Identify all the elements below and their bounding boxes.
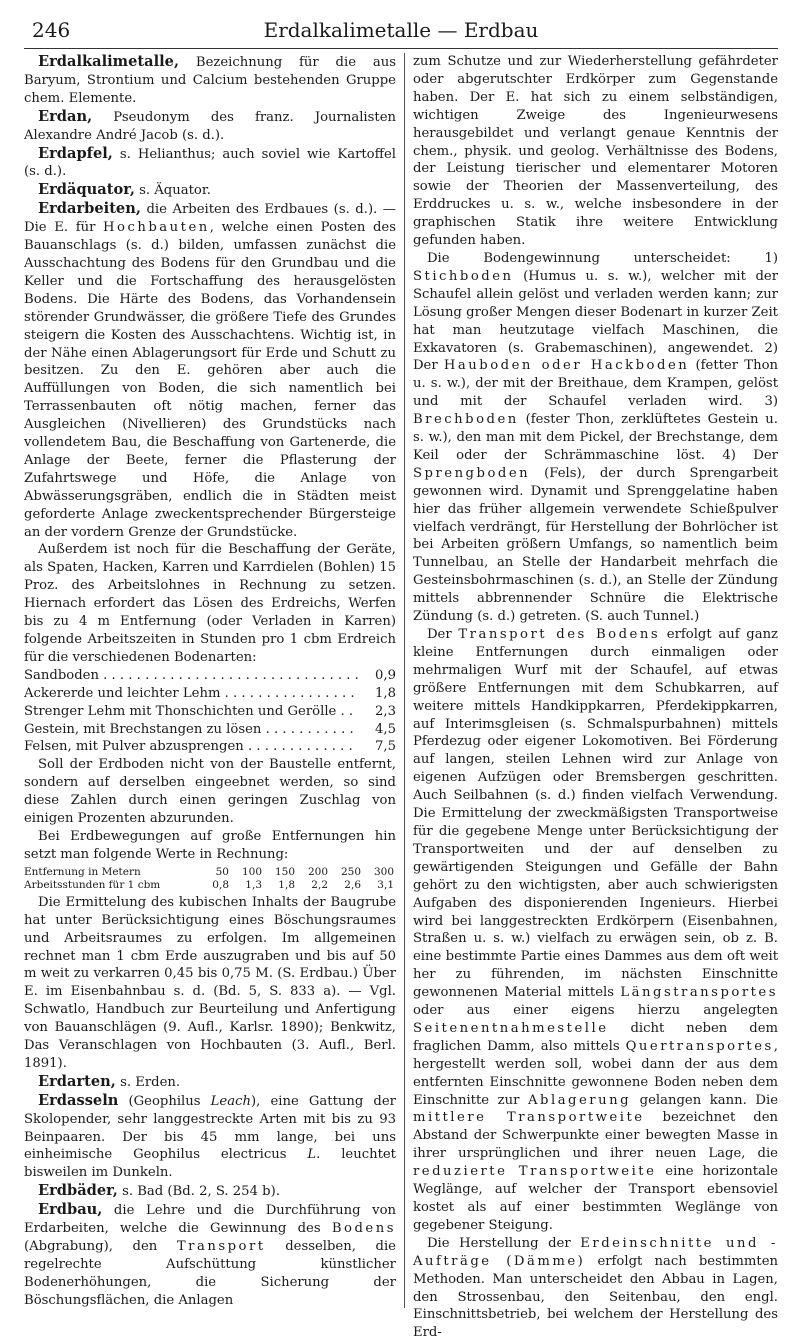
headword: Erdarten,	[38, 1072, 116, 1090]
spaced-term: Transport des Bodens	[458, 627, 661, 642]
spaced-term: mittlere Transportweite	[412, 1110, 645, 1126]
entry-text: Die Herstellung der	[426, 1235, 581, 1251]
paragraph: zum Schutze und zur Wiederherstellung gefährdeter oder abgerutschter Erdkörper zum Gegenstande haben. Der E. hat sich zu einem selbständigen, wichtigen Zweige des Ingenieurwesens herausgebildet und verlangt genaue Kenntnis der chem., physik. und geolog. Verhältnisse des Bodens, der Leistung tierischer und elementarer Motoren sowie der Theorien der Massenverteilung, des Erddruckes u. s. w., welche insbesondere in der graphischen Statik ihre weitere Entwicklung gefunden haben.	[412, 54, 778, 249]
text-columns	[24, 53, 778, 1342]
table-label: Strenger Lehm mit Thonschichten und Gerölle . . .	[24, 703, 358, 721]
entry-text: s. Helianthus; auch soviel wie Kartoffel (s. d.).	[24, 146, 396, 180]
table-row	[24, 667, 396, 685]
entry-text: (Humus u. s. w.), welcher mit der Schaufel allein gelöst und verladen werden kann; zur Lösung großer Mengen dieser Bodenart in kurzer Zeit hat man heutzutage vielfach Maschinen, die Exkavatoren (s. Grabemaschinen), angewendet. 2) Der	[412, 268, 778, 374]
table-label: Gestein, mit Brechstangen zu lösen . . .	[24, 721, 358, 739]
headword: Erdalkalimetalle,	[38, 53, 180, 70]
entry-erdbaeder	[24, 1182, 396, 1201]
column-rule	[404, 53, 405, 1308]
entry-erdasseln	[24, 1092, 396, 1183]
entry-text: leuchtet bisweilen im Dunkeln.	[24, 1147, 396, 1181]
paragraph: Die Ermittelung des kubischen Inhalts der Baugrube hat unter Berücksichtigung eines Böschungsraumes und Arbeitsraumes zu erfolgen. Im allgemeinen rechnet man 1 cbm Erde auszugraben und bis auf 50 m weit zu verkarren 0,45 bis 0,75 M. (S. Erdbau.) Über E. im Eisenbahnbau s. d. (Bd. 5, S. 833 a). — Vgl. Schwatlo, Handbuch zur Beurteilung und Anfertigung von Bauanschlägen (9. Aufl., Karlsr. 1890); Benkwitz, Das Veranschlagen von Hochbauten (3. Aufl., Berl. 1891).	[24, 894, 396, 1071]
entry-text: Pseudonym des franz. Journalisten Alexandre André Jacob (s. d.).	[24, 109, 396, 143]
entry-text: s. Erden.	[115, 1074, 181, 1090]
entry-text: (Geophilus	[118, 1093, 211, 1109]
entry-text: eine horizontale Weglänge, auf welcher der Transport ebensoviel kostet als auf einer bestimmten Weglänge von gegebener Steigung.	[412, 1164, 778, 1233]
table-value: 1,8	[375, 685, 396, 701]
table-row	[24, 721, 396, 739]
table-value: 2,6	[344, 878, 361, 891]
spaced-term: Transport	[176, 1239, 266, 1254]
entry-erdalkalimetalle	[24, 53, 396, 108]
italic-term: Leach	[210, 1093, 251, 1109]
paragraph	[413, 1235, 778, 1342]
spaced-term: Quertransportes	[625, 1038, 774, 1054]
table-value: 0,8	[212, 878, 229, 891]
headword: Erdäquator,	[38, 181, 135, 199]
headword: Erdbäder,	[38, 1182, 118, 1200]
entry-erdbau	[24, 1201, 396, 1309]
spaced-term: Bodens	[331, 1221, 396, 1237]
table-value: 50	[215, 865, 229, 878]
entry-text: erfolgt nach bestimmten Methoden. Man unterscheidet den Abbau in Lagen, den Strossenbau, den Seitenbau, den engl. Einschnittsbetrieb, bei welchem der Herstellung des Erd-	[412, 1253, 779, 1341]
entry-erdarbeiten	[24, 200, 396, 541]
table-label: Felsen, mit Pulver abzusprengen . . .	[24, 738, 358, 756]
table-value: 100	[241, 865, 262, 878]
table-label: Ackererde und leichter Lehm . . .	[24, 685, 358, 703]
spaced-term: Hauboden oder Hackboden	[443, 358, 690, 374]
table-value: 2,3	[375, 703, 396, 719]
italic-term: L.	[307, 1147, 321, 1163]
entry-erdan	[24, 108, 396, 145]
spaced-term: reduzierte Transportweite	[412, 1164, 657, 1180]
entry-text: s. Bad (Bd. 2, S. 254 b).	[117, 1184, 280, 1200]
table-label: Sandboden . . .	[24, 667, 358, 685]
entry-text: desselben, die regelrechte Aufschüttung künstlicher Bodenerhöhungen, die Sicherung der Böschungsflächen, die Anlagen	[24, 1239, 396, 1308]
left-column	[24, 53, 396, 1342]
entry-text: (fetter Thon u. s. w.), der mit der Breithaue, dem Krampen, gelöst und mit der Schaufel verladen wird. 3)	[412, 358, 778, 410]
page-number: 246	[32, 18, 71, 42]
table-row	[24, 738, 396, 756]
spaced-term: Erdeinschnitte und -Aufträge (Dämme)	[412, 1235, 778, 1269]
entry-erdaequator	[24, 181, 396, 200]
right-column	[413, 53, 778, 1342]
distance-table	[24, 866, 396, 892]
table-value: 150	[274, 865, 295, 878]
entry-text: dicht neben dem fraglichen Damm, also mittels	[412, 1020, 778, 1054]
headword: Erdapfel,	[38, 144, 113, 162]
entry-text: erfolgt auf ganz kleine Entfernungen durch einmaligen oder mehrmaligen Wurf mit der Schaufel, auf etwas größere Entfernungen mit dem Schubkarren, auf weitere mittels Handkippkarren, Pferdekippkarren, auf Interimsgleisen (s. Schmalspurbahnen) mittels Pferdezug oder eigener Lokomotiven. Bei Förderung auf langen, steilen Lehnen wird zur Anlage von eigenen Aufzügen oder Bremsbergen geschritten. Auch Seilbahnen (s. d.) finden vielfach Verwendung. Die Ermittelung der zweckmäßigsten Transportweise für die gegebene Menge unter Berücksichtigung der Transportweiten und der auf denselben zu gewärtigenden Steigungen und Gefälle der Bahn gehört zu den wichtigsten, aber auch schwierigsten Aufgaben des disponierenden Ingenieurs. Hierbei wird bei langgestreckten Erdkörpern (Eisenbahnen, Straßen u. s. w.) vielfach zu erwägen sein, ob z. B. eine bestimmte Partie eines Dammes aus dem oft weit her zu führenden, im nächsten Einschnitte gewonnenen Material mittels	[412, 627, 779, 1001]
table-value: 300	[373, 865, 394, 878]
work-hours-table	[24, 667, 396, 757]
table-label: Arbeitsstunden für 1 cbm	[24, 878, 161, 891]
paragraph: Außerdem ist noch für die Beschaffung der Geräte, als Spaten, Hacken, Karren und Karrdielen (Bohlen) 15 Proz. des Arbeitslohnes in Rechnung zu setzen. Hiernach erfordert das Lösen des Erdreichs, Werfen bis zu 4 m Entfernung (oder Verladen in Karren) folgende Arbeitszeiten in Stunden pro 1 cbm Erdreich für die verschiedenen Bodenarten:	[24, 542, 396, 665]
entry-text: ), eine Gattung der Skolopender, sehr langgestreckte Arten mit bis zu 93 Beinpaaren. Der bis 45 mm lange, bei uns einheimische Geophilus electricus	[24, 1093, 396, 1163]
entry-erdapfel	[24, 145, 396, 182]
table-row	[24, 879, 396, 892]
spaced-term: Ablagerung	[528, 1092, 632, 1108]
table-row	[24, 685, 396, 703]
table-row	[24, 866, 396, 879]
headword: Erdarbeiten,	[38, 200, 141, 218]
table-value: 1,3	[245, 878, 262, 891]
spaced-term: Brechboden	[412, 412, 519, 428]
spaced-term: Stichboden	[412, 268, 514, 284]
headword: Erdasseln	[38, 1091, 119, 1109]
table-value: 2,2	[311, 878, 328, 891]
entry-text: , welche einen Posten des Bauanschlags (s. d.) bilden, umfassen zunächst die Ausschachtung des Bodens für den Grundbau und die Keller und die Fortschaffung des herausgelösten Bodens. Die Härte des Bodens, das Vorhandensein störender Grundwässer, die größere Tiefe des Grundes steigern die Kosten des Ausschachtens. Wichtig ist, in der Nähe einen Ablagerungsort für Erde und Schutt zu besitzen. Zu den E. gehören aber auch die Auffüllungen von Boden, die sich namentlich bei Terrassenbauten oft nötig machen, ferner das Ausgleichen (Nivellieren) des Grundstücks nach vollendetem Bau, die Beschaffung von Gartenerde, die Anlage der Beete, ferner die Pflasterung der Zufahrtswege und Höfe, die Anlage von Abwässerungsgräben, endlich die in Städten meist geforderte Anlage zweckentsprechender Bürgersteige an der vordern Grenze der Grundstücke.	[24, 220, 396, 540]
headword: Erdbau,	[38, 1201, 103, 1219]
entry-text: , hergestellt werden soll, wobei dann der aus dem entfernten Einschnitte gewonnene Boden neben dem Einschnitte zur	[412, 1038, 778, 1108]
entry-text: bezeichnet den Abstand der Schwerpunkte einer bewegten Masse in ihrer ursprünglichen und ihrer neuen Lage, die	[412, 1110, 778, 1162]
table-value: 0,9	[375, 667, 396, 683]
entry-text: (Fels), der durch Sprengarbeit gewonnen wird. Dynamit und Sprenggelatine haben hier das früher allgemein verwendete Schießpulver vielfach verdrängt, für Herstellung der Bohrlöcher ist bei Arbeiten größern Umfangs, so namentlich beim Tunnelbau, an Stelle der Handarbeit mehrfach die Gesteinsbohrmaschinen (s. d.), an Stelle der Zündung mittels abbrennender Schnüre die Elektrische Zündung (s. d.) getreten. (S. auch Tunnel.)	[412, 465, 778, 625]
headword: Erdan,	[38, 107, 93, 125]
spaced-term: Hochbauten	[103, 220, 210, 236]
paragraph	[413, 250, 778, 626]
entry-text: Die Bodengewinnung unterscheidet: 1)	[426, 250, 778, 266]
entry-erdarten	[24, 1073, 396, 1092]
table-value: 250	[340, 865, 361, 878]
entry-text: die Arbeiten des Erdbaues (s. d.). — Die E. für	[24, 202, 396, 236]
entry-text: gelangen kann. Die	[631, 1092, 778, 1108]
table-value: 3,1	[377, 878, 394, 891]
entry-text: Der	[426, 627, 459, 642]
entry-text: (Abgrabung), den	[24, 1239, 177, 1254]
table-value: 4,5	[375, 721, 396, 737]
running-title: Erdalkalimetalle — Erdbau	[263, 18, 539, 42]
entry-text: s. Äquator.	[134, 183, 211, 199]
table-row	[24, 703, 396, 721]
running-head	[24, 14, 778, 49]
spaced-term: Seitenentnahmestelle	[412, 1020, 609, 1036]
paragraph	[413, 626, 778, 1235]
entry-text: Bezeichnung für die aus Baryum, Strontium und Calcium bestehenden Gruppe chem. Elemente.	[24, 55, 396, 106]
entry-text: die Lehre und die Durchführung von Erdarbeiten, welche die Gewinnung des	[24, 1203, 396, 1237]
spaced-term: Sprengboden	[412, 465, 531, 481]
paragraph: Bei Erdbewegungen auf große Entfernungen hin setzt man folgende Werte in Rechnung:	[24, 828, 396, 862]
spaced-term: Längstransportes	[620, 985, 778, 1001]
table-value: 1,8	[278, 878, 295, 891]
table-value: 7,5	[375, 739, 396, 755]
table-label: Entfernung in Metern	[24, 865, 141, 878]
entry-text: (fester Thon, zerklüftetes Gestein u. s. w.), den man mit dem Pickel, der Brechstange, dem Keil oder der Schrämmaschine löst. 4) Der	[412, 412, 778, 463]
table-value: 200	[307, 865, 328, 878]
paragraph: Soll der Erdboden nicht von der Baustelle entfernt, sondern auf derselben eingeebnet werden, so sind diese Zahlen durch einen geringen Zuschlag von einigen Prozenten abzurunden.	[24, 757, 396, 827]
entry-text: oder aus einer eigens hierzu angelegten	[412, 1003, 778, 1019]
